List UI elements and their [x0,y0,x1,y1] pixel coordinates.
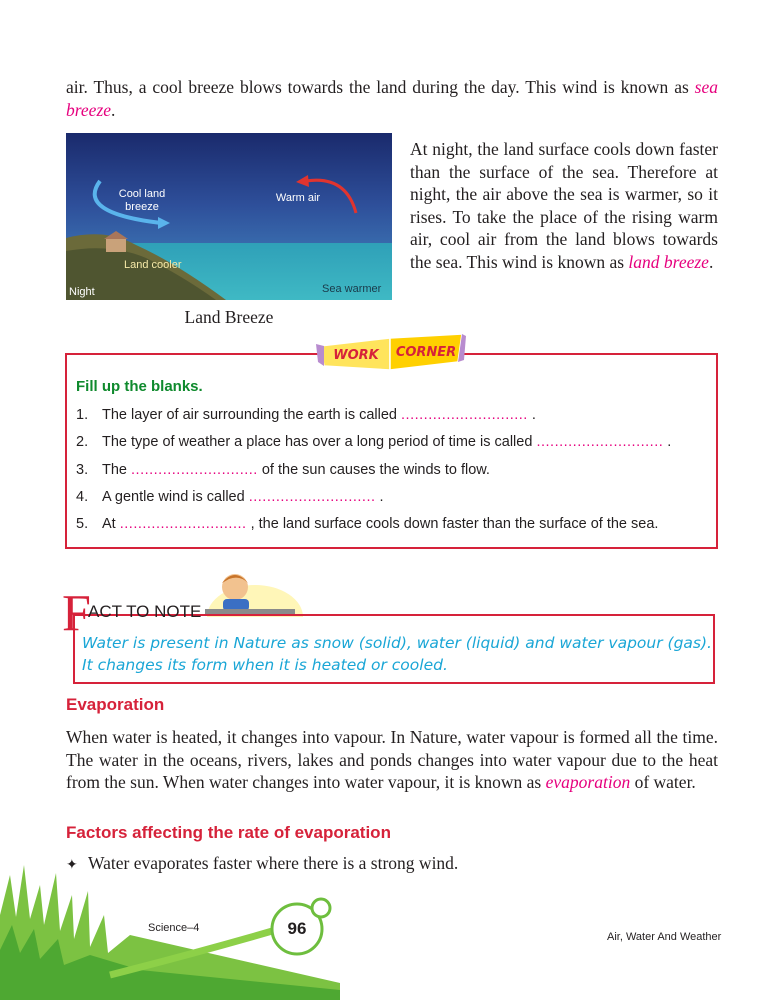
term-evaporation: evaporation [545,772,631,792]
question-text: The type of weather a place has over a long period of time is called [102,434,537,450]
term-sea-breeze: sea breeze [66,77,718,120]
blank-5[interactable]: ............................ [119,516,247,532]
fact-line-1: Water is present in Nature as snow (solid), water (liquid) and water vapour (gas). [82,634,712,652]
evaporation-text-end: of water. [630,772,696,792]
question-text: The [102,462,132,478]
question-text: At [102,516,120,532]
question-text-end: . [663,434,672,450]
label-night: Night [69,286,95,298]
banner-corner: CORNER [395,345,457,360]
question-text-end: of the sun causes the winds to flow. [257,462,490,478]
question-number: 1. [76,407,89,423]
question-3 [76,462,490,478]
question-text: The layer of air surrounding the earth is called [102,407,402,423]
fact-text [82,632,712,676]
question-number: 5. [76,516,89,532]
intro-paragraph [66,76,718,121]
label-warm-air: Warm air [275,192,321,204]
intro-text: air. Thus, a cool breeze blows towards the land during the day. This wind is known as [66,77,695,97]
blank-2[interactable]: ............................ [536,434,664,450]
bullet-star-icon: ✦ [66,858,78,873]
blank-3[interactable]: ............................ [131,462,258,478]
work-corner-banner [316,332,466,374]
term-land-breeze: land breeze [628,251,709,272]
question-1 [76,407,536,423]
label-sea-warmer: Sea warmer [322,283,382,295]
thinking-boy-illustration [195,565,305,617]
label-cool-land-breeze-2: breeze [125,201,159,213]
fact-title: ACT TO NOTE [88,602,202,621]
factors-heading: Factors affecting the rate of evaporation [66,823,391,842]
footer-subject: Science–4 [148,922,200,934]
label-land-cooler: Land cooler [124,259,182,271]
page-number: 96 [287,919,307,938]
question-2 [76,434,671,450]
banner-work: WORK [333,348,379,363]
blank-1[interactable]: ............................ [401,407,528,423]
label-cool-land-breeze: Cool land [118,188,166,200]
question-number: 2. [76,434,89,450]
question-4 [76,489,384,505]
fact-big-letter: F [62,585,91,642]
figure-caption: Land Breeze [184,307,274,327]
evaporation-heading: Evaporation [66,695,165,714]
question-number: 3. [76,462,89,478]
bullet-text: Water evaporates faster where there is a strong wind. [88,853,459,873]
night-text: At night, the land surface cools down faster than the surface of the sea. Therefore at night, the air above the sea is warmer, so it rises. To take the place of the rising warm air, cool air from the land blows towards the sea. This wind is known as [410,139,718,272]
blank-4[interactable]: ............................ [248,489,376,505]
fill-blanks-title: Fill up the blanks. [76,378,203,395]
night-paragraph [410,138,718,273]
footer-chapter: Air, Water And Weather [607,931,722,943]
land-breeze-figure [66,133,392,300]
house [106,238,126,252]
question-number: 4. [76,489,89,505]
fact-line-2: It changes its form when it is heated or cooled. [82,656,448,674]
question-text: A gentle wind is called [102,489,249,505]
night-text-end: . [708,251,714,272]
question-text-end: , the land surface cools down faster than the surface of the sea. [246,516,659,532]
question-text-end: . [527,407,536,423]
evaporation-text: When water is heated, it changes into vapour. In Nature, water vapour is formed all the time. The water in the oceans, rivers, lakes and ponds changes into water vapour due to the heat from the sun. When water changes into water vapour, it is known as [66,727,718,792]
evaporation-paragraph [66,726,718,794]
question-text-end: . [375,489,384,505]
question-5 [76,516,658,532]
intro-text-end: . [111,99,116,120]
